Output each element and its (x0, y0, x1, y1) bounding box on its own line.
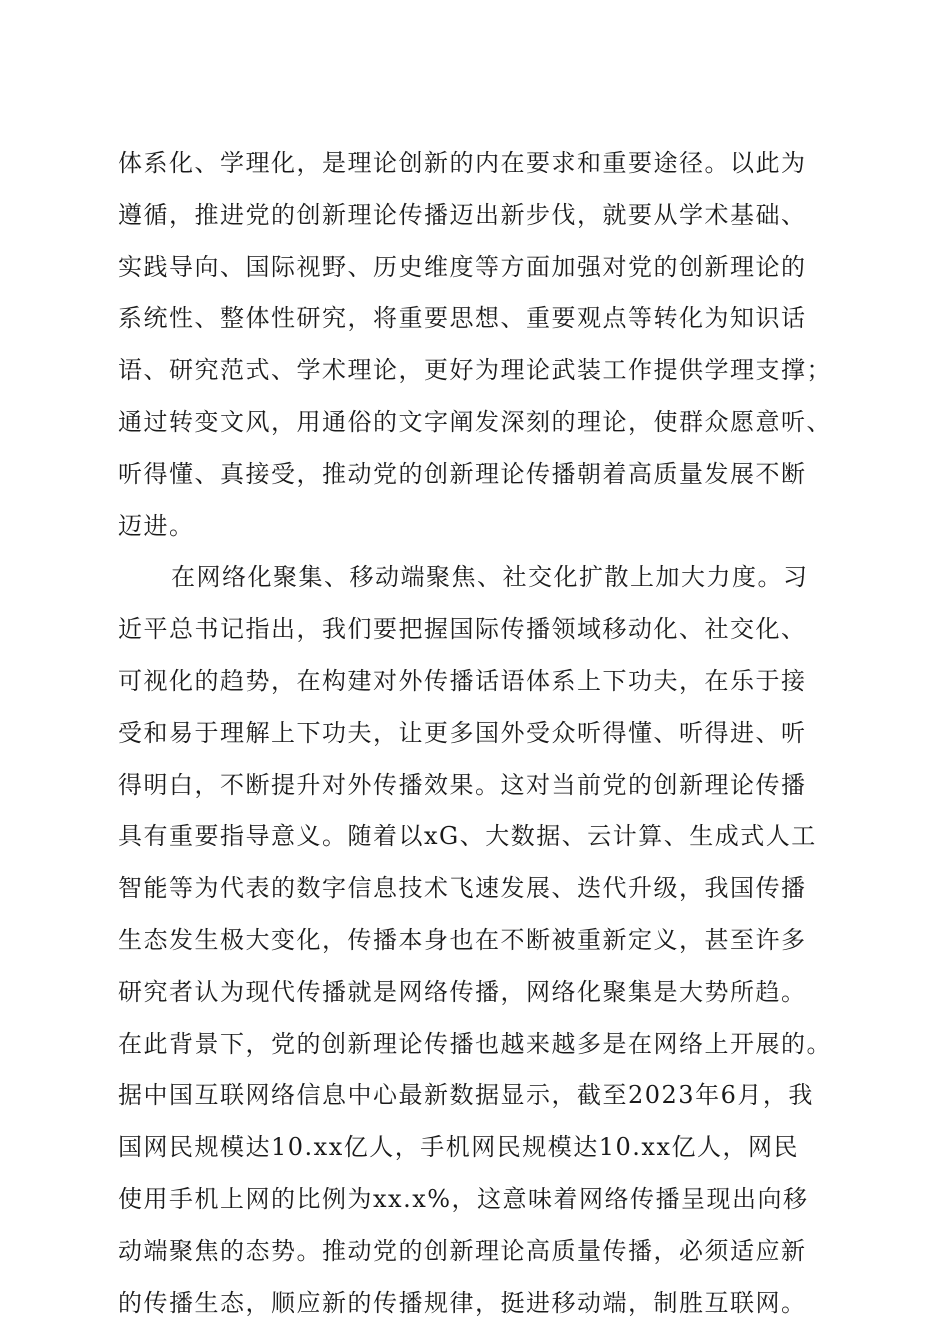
text-line: 国网民规模达10.xx亿人，手机网民规模达10.xx亿人，网民 (118, 1133, 799, 1162)
text-line: 研究者认为现代传播就是网络传播，网络化聚集是大势所趋。 (118, 977, 807, 1006)
text-line: 智能等为代表的数字信息技术飞速发展、迭代升级，我国传播 (118, 874, 807, 903)
text-line: 得明白，不断提升对外传播效果。这对当前党的创新理论传播 (118, 770, 807, 799)
text-line: 据中国互联网络信息中心最新数据显示，截至2023年6月，我 (118, 1081, 814, 1110)
text-line: 近平总书记指出，我们要把握国际传播领域移动化、社交化、 (118, 615, 807, 644)
text-line: 受和易于理解上下功夫，让更多国外受众听得懂、听得进、听 (118, 718, 807, 747)
text-line: 动端聚焦的态势。推动党的创新理论高质量传播，必须适应新 (118, 1236, 807, 1265)
text-line: 迈进。 (118, 511, 195, 540)
text-line: 系统性、整体性研究，将重要思想、重要观点等转化为知识话 (118, 304, 807, 333)
text-line: 生态发生极大变化，传播本身也在不断被重新定义，甚至许多 (118, 925, 807, 954)
text-line-indented: 在网络化聚集、移动端聚焦、社交化扩散上加大力度。习 (171, 563, 809, 592)
text-line: 可视化的趋势，在构建对外传播话语体系上下功夫，在乐于接 (118, 666, 807, 695)
text-line: 遵循，推进党的创新理论传播迈出新步伐，就要从学术基础、 (118, 200, 807, 229)
text-line: 实践导向、国际视野、历史维度等方面加强对党的创新理论的 (118, 252, 807, 281)
text-line: 具有重要指导意义。随着以xG、大数据、云计算、生成式人工 (118, 822, 817, 851)
paragraph-1 (118, 138, 848, 552)
text-line: 在此背景下，党的创新理论传播也越来越多是在网络上开展的。 (118, 1029, 832, 1058)
text-line: 体系化、学理化，是理论创新的内在要求和重要途径。以此为 (118, 149, 807, 177)
text-line: 听得懂、真接受，推动党的创新理论传播朝着高质量发展不断 (118, 459, 807, 488)
body-text (118, 138, 848, 1329)
text-line: 语、研究范式、学术理论，更好为理论武装工作提供学理支撑； (118, 356, 832, 385)
text-line: 通过转变文风，用通俗的文字阐发深刻的理论，使群众愿意听、 (118, 407, 832, 436)
paragraph-2 (118, 552, 848, 1329)
text-line: 的传播生态，顺应新的传播规律，挺进移动端，制胜互联网。 (118, 1288, 807, 1317)
text-line: 使用手机上网的比例为xx.x%，这意味着网络传播呈现出向移 (118, 1184, 809, 1213)
